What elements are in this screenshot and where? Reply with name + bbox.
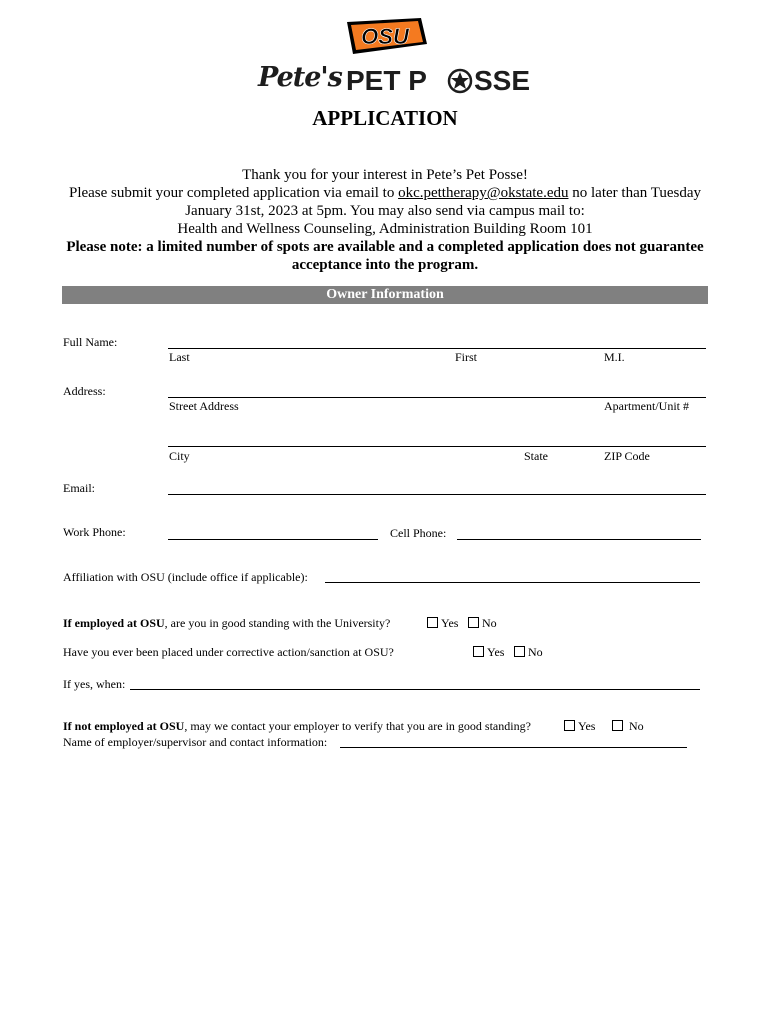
first-name-caption: First: [455, 350, 478, 364]
brand-text-2: SSE: [474, 65, 531, 96]
yes-label: Yes: [487, 645, 505, 659]
not-employed-question: [63, 719, 531, 734]
work-phone-field[interactable]: [168, 539, 378, 540]
cell-phone-field[interactable]: [457, 539, 701, 540]
not-employed-question-text: , may we contact your employer to verify that you are in good standing?: [184, 719, 531, 733]
street-address-field[interactable]: [168, 397, 706, 398]
brand-script: Pete's: [258, 62, 342, 93]
checkbox[interactable]: [427, 617, 438, 628]
affiliation-label: Affiliation with OSU (include office if applicable):: [63, 570, 308, 584]
if-yes-when-field[interactable]: [130, 689, 700, 690]
city-state-zip-field[interactable]: [168, 446, 706, 447]
email-link[interactable]: okc.pettherapy@okstate.edu: [398, 185, 569, 201]
affiliation-field[interactable]: [325, 582, 700, 583]
checkbox[interactable]: [473, 646, 484, 657]
intro-note: Please note: a limited number of spots are available and a completed application does not guarantee acceptance into the program.: [66, 239, 704, 273]
city-caption: City: [169, 449, 190, 463]
yes-label: Yes: [578, 719, 596, 733]
intro-line-2-post: no later than Tuesday: [568, 185, 701, 201]
street-address-caption: Street Address: [169, 399, 239, 413]
brand-text-1: PET P: [346, 65, 427, 96]
employed-question-text: , are you in good standing with the University?: [164, 616, 391, 630]
checkbox[interactable]: [514, 646, 525, 657]
employer-contact-field[interactable]: [340, 747, 687, 748]
page-title: APPLICATION: [312, 106, 458, 130]
paw-star-icon: [447, 68, 473, 94]
svg-text:OSU: OSU: [361, 24, 409, 49]
last-name-caption: Last: [169, 350, 190, 364]
employed-question: [63, 616, 390, 631]
corrective-no-option[interactable]: [514, 645, 543, 660]
zip-caption: ZIP Code: [604, 449, 650, 463]
checkbox[interactable]: [564, 720, 575, 731]
email-field[interactable]: [168, 494, 706, 495]
section-title: Owner Information: [326, 287, 444, 302]
employer-contact-label: Name of employer/supervisor and contact information:: [63, 735, 328, 749]
cell-phone-label: Cell Phone:: [390, 526, 447, 540]
intro-text: [40, 166, 730, 274]
employed-yes-option[interactable]: [427, 616, 458, 631]
no-label: No: [528, 645, 543, 659]
intro-line-2: [40, 184, 730, 202]
intro-line-1: Thank you for your interest in Pete’s Pet Posse!: [242, 167, 528, 183]
not-employed-bold: If not employed at OSU: [63, 719, 185, 733]
contact-yes-option[interactable]: [564, 719, 595, 734]
corrective-action-question: Have you ever been placed under corrective action/sanction at OSU?: [63, 645, 394, 659]
full-name-label: Full Name:: [63, 335, 118, 349]
checkbox[interactable]: [612, 720, 623, 731]
pets-pet-posse-wordmark: [258, 62, 531, 100]
email-label: Email:: [63, 481, 95, 495]
if-yes-when-label: If yes, when:: [63, 677, 126, 691]
corrective-yes-option[interactable]: [473, 645, 504, 660]
intro-line-3: January 31st, 2023 at 5pm. You may also send via campus mail to:: [185, 203, 585, 219]
contact-no-option[interactable]: [612, 719, 644, 734]
yes-label: Yes: [441, 616, 459, 630]
apartment-caption: Apartment/Unit #: [604, 399, 689, 413]
middle-initial-caption: M.I.: [604, 350, 625, 364]
employed-bold: If employed at OSU: [63, 616, 165, 630]
no-label: No: [482, 616, 497, 630]
work-phone-label: Work Phone:: [63, 525, 126, 539]
address-label: Address:: [63, 384, 106, 398]
state-caption: State: [524, 449, 548, 463]
checkbox[interactable]: [468, 617, 479, 628]
intro-line-2-pre: Please submit your completed application via email to: [68, 185, 399, 201]
intro-line-4: Health and Wellness Counseling, Administration Building Room 101: [177, 221, 593, 237]
employed-no-option[interactable]: [468, 616, 497, 631]
no-label: No: [629, 719, 644, 733]
section-header-owner-information: [62, 286, 708, 304]
osu-logo: [341, 14, 429, 58]
full-name-field[interactable]: [168, 348, 706, 349]
